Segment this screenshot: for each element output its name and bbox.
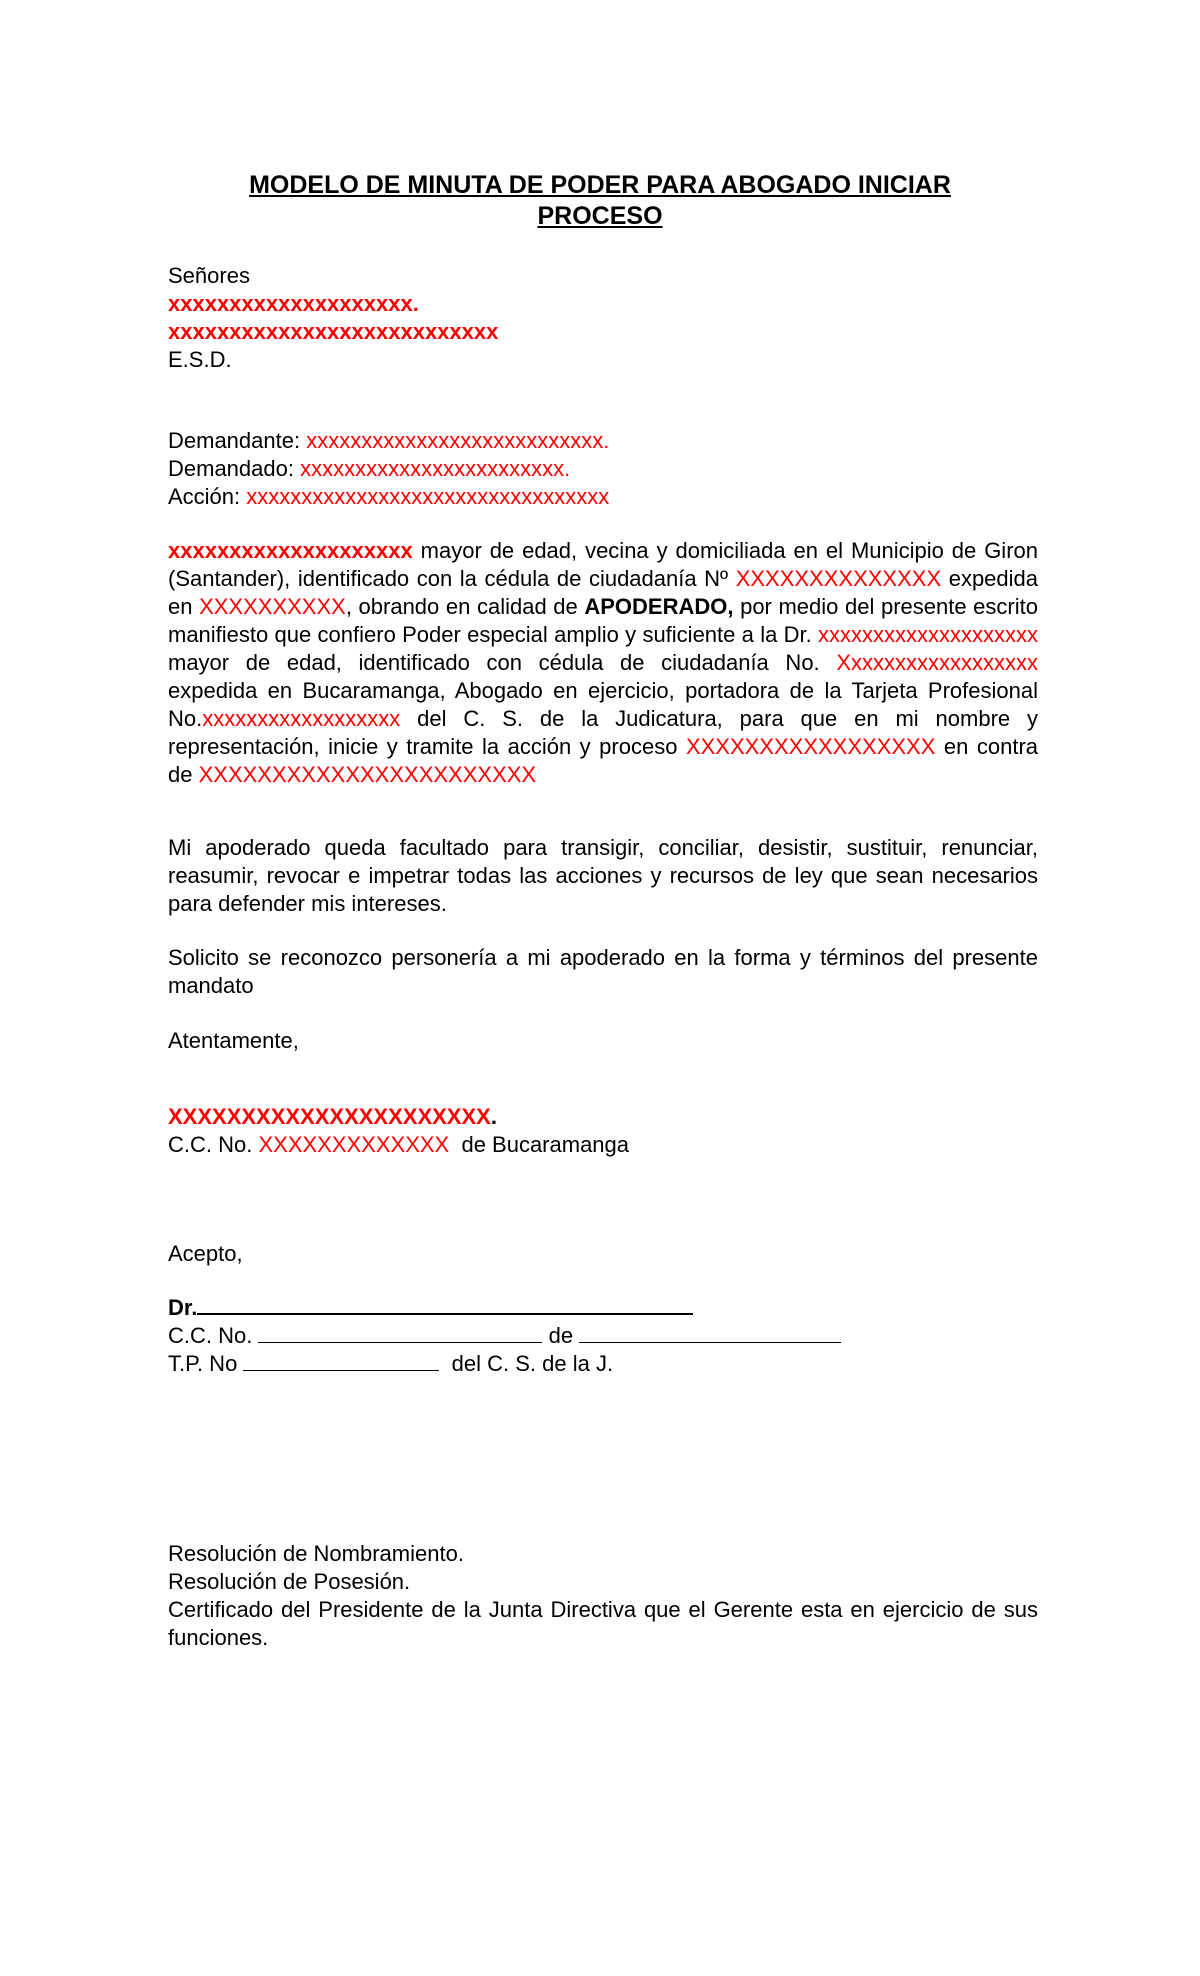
acepto-label: Acepto, [168, 1241, 243, 1266]
tp-number-blank [243, 1352, 439, 1371]
body-paragraph-2: Mi apoderado queda facultado para transigir, conciliar, desistir, sustituir, renunciar, reasumir, revocar e impetrar todas las acciones y recursos de ley que sean necesarios para defender mis intereses. [168, 835, 1038, 916]
cc-city-blank [579, 1324, 841, 1343]
parties-block [168, 427, 1038, 511]
apoderado-label: APODERADO, [584, 594, 734, 619]
title-line-1: MODELO DE MINUTA DE PODER PARA ABOGADO INICIAR [249, 171, 951, 199]
attorney-cedula: Xxxxxxxxxxxxxxxxxx [836, 650, 1038, 675]
signature-name: XXXXXXXXXXXXXXXXXXXXXX [168, 1104, 491, 1129]
signature-cc-line [168, 1131, 1038, 1159]
attorney-name: xxxxxxxxxxxxxxxxxxxx [818, 622, 1038, 647]
p1-text-6: expedida en Bucaramanga, Abogado en ejercicio, portadora de la Tarjeta Profesional No. [168, 678, 1038, 731]
signature-cc-city: de Bucaramanga [449, 1132, 630, 1157]
p1-text-4: por medio del presente escrito manifiesto que confiero Poder especial amplio y suficiente a la Dr. [168, 594, 1038, 647]
demandado-label: Demandado: [168, 456, 301, 481]
p1-text-5: mayor de edad, identificado con cédula de ciudadanía No. [168, 650, 837, 675]
accion-value: xxxxxxxxxxxxxxxxxxxxxxxxxxxxxxxxx [246, 484, 610, 509]
body-paragraph-3: Solicito se reconozco personería a mi apoderado en la forma y términos del presente mandato [168, 945, 1038, 998]
annex-item: Resolución de Posesión. [168, 1569, 411, 1594]
recipient-line-2: xxxxxxxxxxxxxxxxxxxxxxxxxxx [168, 319, 499, 344]
p1-text-1: mayor de edad, vecina y domiciliada en el Municipio de Giron (Santander), identificado con la cédula de ciudadanía Nº [168, 538, 1038, 591]
demandado-line [168, 455, 1038, 483]
esd-line: E.S.D. [168, 347, 232, 372]
acceptance-de-label: de [542, 1323, 580, 1348]
acceptance-tp-label: T.P. No [168, 1351, 244, 1376]
annexes-list [168, 1540, 1038, 1652]
recipient-line-1: xxxxxxxxxxxxxxxxxxxx. [168, 291, 419, 316]
dr-signature-blank [197, 1295, 693, 1315]
annex-item: Certificado del Presidente de la Junta Directiva que el Gerente esta en ejercicio de sus funciones. [168, 1597, 1038, 1650]
annex-item: Resolución de Nombramiento. [168, 1541, 464, 1566]
defendant-name: XXXXXXXXXXXXXXXXXXXXXXX [198, 762, 537, 787]
p1-text-7: del C. S. de la Judicatura, para que en mi nombre y representación, inicie y tramite la acción y proceso [168, 706, 1038, 759]
demandante-line [168, 427, 1038, 455]
demandante-value: xxxxxxxxxxxxxxxxxxxxxxxxxxx. [306, 428, 610, 453]
closing: Atentamente, [168, 1028, 299, 1053]
acceptance-cc-label: C.C. No. [168, 1323, 259, 1348]
p1-text-8: en contra de [168, 734, 1039, 787]
grantor-place: XXXXXXXXXX [199, 594, 346, 619]
signature-cc-value: XXXXXXXXXXXXX [258, 1132, 450, 1157]
address-block [168, 262, 1038, 374]
acceptance-tp-suffix: del C. S. de la J. [439, 1351, 614, 1376]
signature-block [168, 1103, 1038, 1159]
demandado-value: xxxxxxxxxxxxxxxxxxxxxxxx. [300, 456, 571, 481]
acceptance-tp-line [168, 1350, 1038, 1378]
body-paragraph-1 [168, 537, 1038, 789]
demandante-label: Demandante: [168, 428, 307, 453]
salutation: Señores [168, 263, 250, 288]
acceptance-dr-line [168, 1294, 1038, 1322]
p1-text-2: expedida en [168, 566, 1039, 619]
process-name: XXXXXXXXXXXXXXXXX [685, 734, 936, 759]
signature-name-dot: . [490, 1104, 497, 1129]
acceptance-dr-label: Dr. [168, 1295, 198, 1320]
acceptance-cc-line [168, 1322, 1038, 1350]
signature-name-line [168, 1103, 1038, 1131]
cc-number-blank [258, 1324, 542, 1343]
document-title [168, 170, 1032, 232]
grantor-cedula: XXXXXXXXXXXXXX [735, 566, 942, 591]
attorney-tp: xxxxxxxxxxxxxxxxxx [202, 706, 401, 731]
acceptance-block [168, 1294, 1038, 1378]
signature-cc-label: C.C. No. [168, 1132, 259, 1157]
p1-text-3: , obrando en calidad de [345, 594, 585, 619]
accion-line [168, 483, 1038, 511]
grantor-name: xxxxxxxxxxxxxxxxxxxx [168, 538, 413, 563]
accion-label: Acción: [168, 484, 247, 509]
title-line-2: PROCESO [537, 202, 663, 230]
